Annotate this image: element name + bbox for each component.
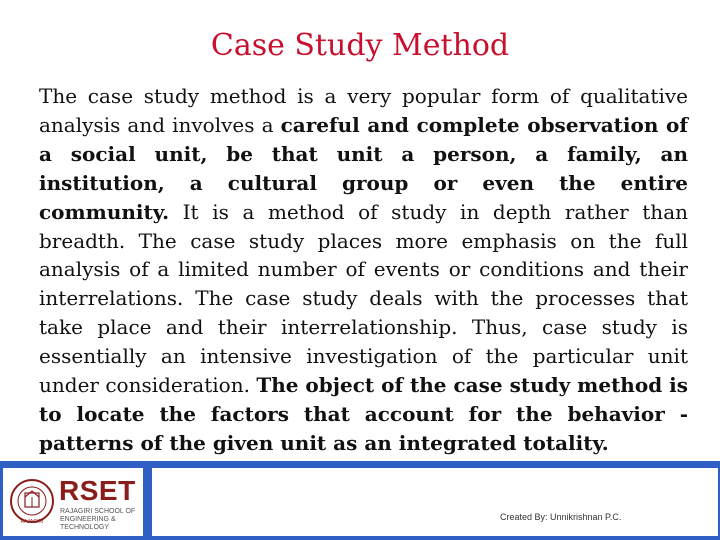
body-text-bold-segment: The object of the case study method is to locate the factors that account for the behavior -patterns of the given unit as an integrated totality. [39,373,688,455]
body-text-segment: The case study method is a very popular form of qualitative analysis and involves a [39,84,688,137]
seal-text: RAJAGIRI [20,519,44,525]
seal-icon [9,476,55,526]
author-credit: Created By: Unnikrishnan P.C. [500,512,622,522]
body-text-bold-segment: careful and complete observation of a social unit, be that unit a person, a family, an institution, a cultural group or even the entire community. [39,112,688,224]
slide-body-text [39,82,688,458]
body-text-segment: It is a method of study in depth rather than breadth. The case study places more emphasis on the full analysis of a limited number of events or conditions and their interrelations. The case study deals with the processes that take place and their interrelationship. Thus, case study is essentially an intensive investigation of the particular unit under consideration. [39,199,688,398]
slide-title: Case Study Method [210,28,510,63]
credit-panel [152,468,718,536]
institution-logo [3,468,143,536]
logo-name: RSET [59,475,136,506]
logo-subtitle: RAJAGIRI SCHOOL OF ENGINEERING & TECHNOLOGY [60,508,136,531]
